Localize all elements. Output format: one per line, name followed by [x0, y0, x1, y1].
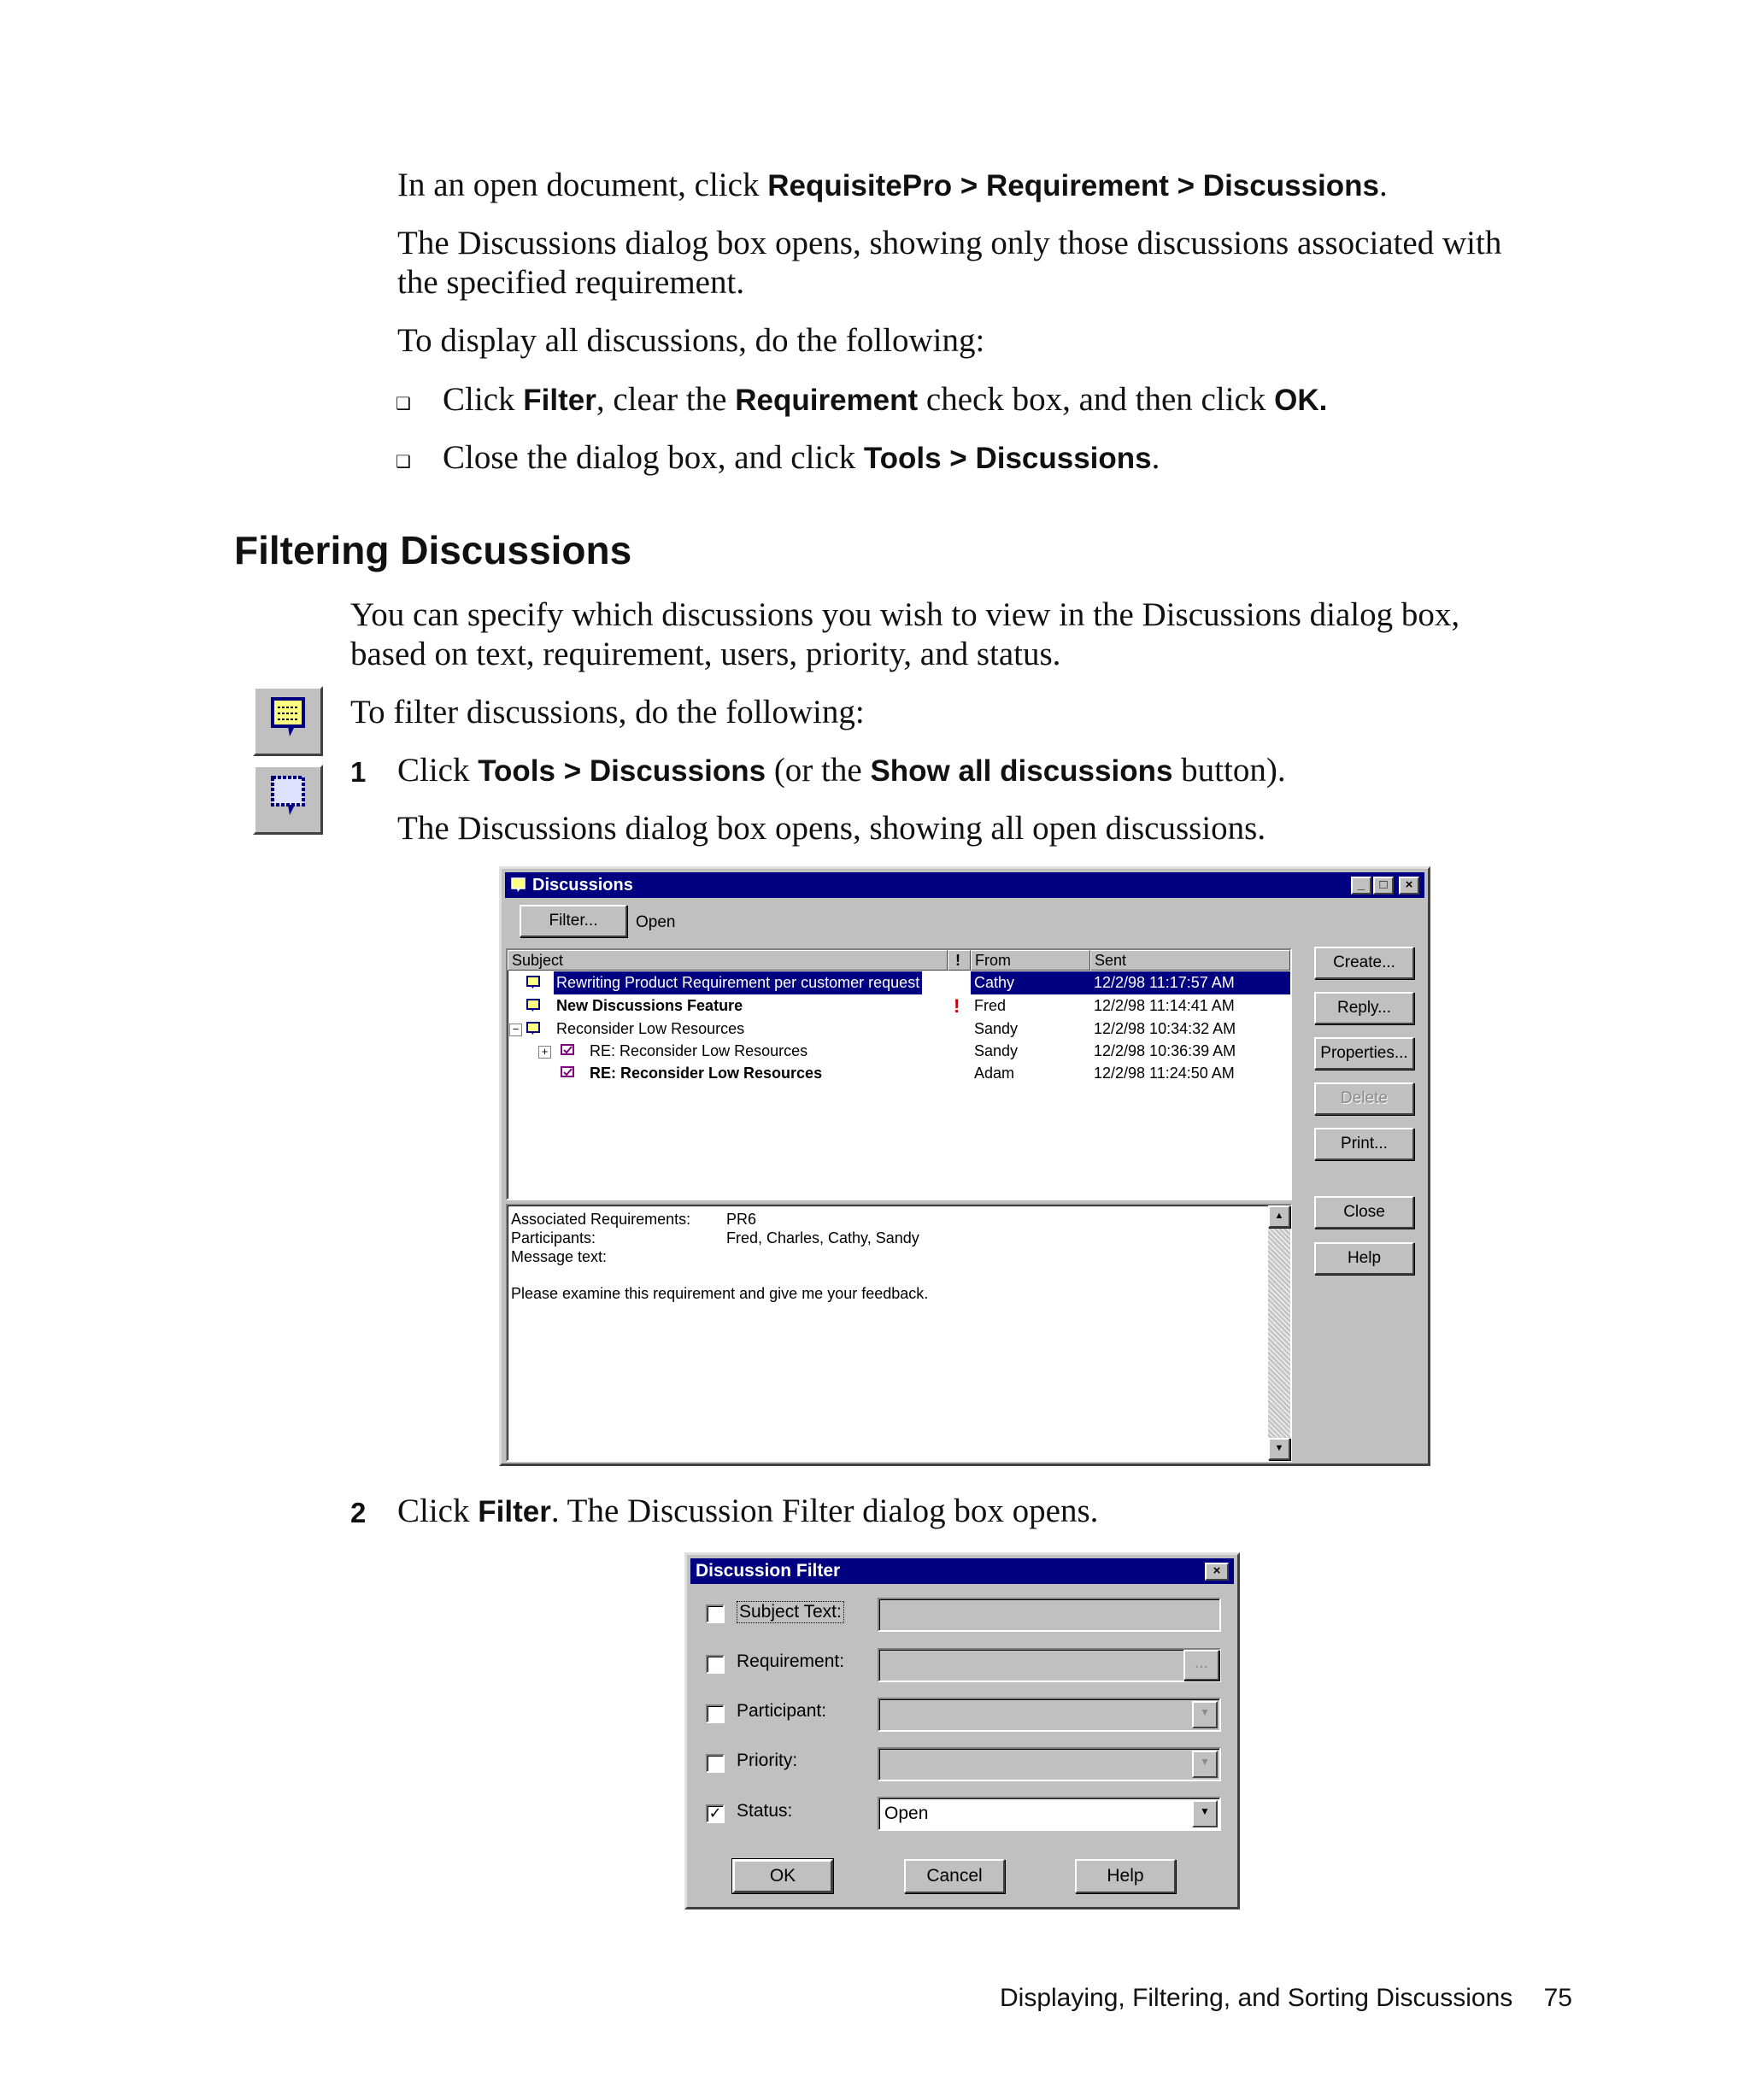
text: , clear the: [596, 381, 736, 418]
row-sent: 12/2/98 11:14:41 AM: [1094, 997, 1235, 1014]
chevron-down-icon[interactable]: ▼: [1192, 1751, 1218, 1778]
step-number: 1: [350, 756, 367, 788]
bullet-icon: ❑: [396, 451, 411, 472]
menu-path: Tools > Discussions: [863, 442, 1152, 475]
row-from: Sandy: [974, 1042, 1019, 1059]
discussion-icon: [253, 686, 323, 756]
row-from: Cathy: [971, 971, 1090, 994]
close-window-button[interactable]: ×: [1399, 877, 1419, 895]
tree-collapse-icon[interactable]: −: [509, 1024, 522, 1036]
text: (or the: [766, 752, 871, 789]
text-line: You can specify which discussions you wish to view in the Discussions dialog box,: [350, 596, 1460, 633]
intro-text: .: [1378, 167, 1388, 203]
discussion-filter-dialog: [684, 1552, 1240, 1909]
step-1-result: The Discussions dialog box opens, showing all open discussions.: [397, 810, 1266, 847]
chevron-down-icon[interactable]: ▼: [1192, 1701, 1218, 1728]
section-paragraph-1: [350, 595, 1459, 674]
status-label: Status:: [737, 1801, 793, 1821]
ok-button[interactable]: OK: [732, 1859, 833, 1893]
intro-paragraph-3: To display all discussions, do the following:: [397, 322, 985, 359]
text-line: the specified requirement.: [397, 264, 745, 301]
filter-titlebar: [690, 1558, 1234, 1584]
priority-icon: !: [954, 995, 960, 1017]
table-row[interactable]: [508, 1018, 1290, 1041]
participant-select[interactable]: [878, 1698, 1221, 1732]
dialog-title: Discussions: [532, 876, 633, 895]
requirement-input[interactable]: [878, 1648, 1221, 1682]
filter-status-label: Open: [636, 913, 676, 931]
row-sent: 12/2/98 10:34:32 AM: [1094, 1020, 1236, 1037]
subject-text-input[interactable]: [878, 1598, 1221, 1632]
row-subject: New Discussions Feature: [556, 997, 743, 1014]
table-row[interactable]: [508, 1062, 1290, 1085]
row-from: Adam: [974, 1065, 1015, 1082]
message-text-label: Message text:: [511, 1248, 608, 1265]
text-line: based on text, requirement, users, priority, and status.: [350, 636, 1061, 672]
message-icon: [526, 976, 542, 989]
menu-path: Tools > Discussions: [478, 754, 766, 788]
message-body: Please examine this requirement and give me your feedback.: [511, 1285, 929, 1302]
participant-label: Participant:: [737, 1701, 827, 1721]
cancel-button[interactable]: Cancel: [904, 1859, 1005, 1893]
close-button[interactable]: Close: [1314, 1196, 1414, 1229]
discussions-titlebar: [505, 872, 1424, 898]
assoc-requirements-value: PR6: [726, 1211, 757, 1228]
table-row[interactable]: [508, 1040, 1290, 1063]
intro-text: In an open document, click: [397, 167, 768, 203]
dialog-title: Discussion Filter: [696, 1561, 841, 1581]
status-value: Open: [884, 1804, 929, 1823]
discussion-icon: [510, 877, 527, 893]
footer-chapter: Displaying, Filtering, and Sorting Discussions: [1000, 1984, 1513, 2012]
step-number: 2: [350, 1497, 367, 1528]
priority-checkbox[interactable]: [706, 1754, 725, 1773]
ui-term: Filter: [523, 384, 596, 417]
text: check box, and then click: [918, 381, 1275, 418]
reply-message-icon: [561, 1066, 576, 1080]
text: Click: [443, 381, 524, 418]
participant-checkbox[interactable]: [706, 1704, 725, 1723]
text: Close the dialog box, and click: [443, 439, 864, 476]
section-paragraph-2: To filter discussions, do the following:: [350, 694, 865, 730]
row-from: Sandy: [974, 1020, 1019, 1037]
message-icon: [526, 1022, 542, 1035]
discussions-list[interactable]: [506, 948, 1292, 1200]
properties-button[interactable]: Properties...: [1314, 1037, 1414, 1070]
delete-button[interactable]: Delete: [1314, 1082, 1414, 1115]
row-sent: 12/2/98 11:17:57 AM: [1090, 971, 1290, 994]
discussion-icon-svg: [255, 689, 320, 754]
discussions-dialog: [499, 866, 1430, 1466]
text: .: [1151, 439, 1160, 476]
table-row[interactable]: [508, 971, 1290, 994]
row-subject: Rewriting Product Requirement per customer request: [554, 971, 922, 994]
subject-text-checkbox[interactable]: [706, 1604, 725, 1623]
row-subject: RE: Reconsider Low Resources: [590, 1065, 823, 1082]
intro-paragraph-2: [397, 224, 1501, 302]
reply-button[interactable]: Reply...: [1314, 992, 1414, 1024]
row-subject: Reconsider Low Resources: [556, 1020, 745, 1037]
scroll-up-button[interactable]: ▲: [1268, 1205, 1290, 1228]
filter-button[interactable]: Filter...: [520, 905, 627, 937]
participants-value: Fred, Charles, Cathy, Sandy: [726, 1229, 919, 1247]
status-select[interactable]: [878, 1797, 1221, 1831]
assoc-requirements-label: Associated Requirements:: [511, 1211, 691, 1228]
page-number: 75: [1543, 1984, 1572, 2012]
tree-expand-icon[interactable]: +: [538, 1046, 551, 1059]
column-header-sent[interactable]: Sent: [1090, 950, 1290, 971]
text-line: The Discussions dialog box opens, showing only those discussions associated with: [397, 225, 1502, 261]
menu-path: RequisitePro > Requirement > Discussions: [767, 169, 1379, 202]
priority-select[interactable]: [878, 1747, 1221, 1781]
step-1-text: [397, 751, 1286, 791]
step-2-text: [397, 1492, 1098, 1532]
message-icon: [526, 999, 542, 1012]
priority-label: Priority:: [737, 1751, 798, 1770]
participants-label: Participants:: [511, 1229, 596, 1247]
close-window-button[interactable]: ×: [1205, 1563, 1229, 1581]
scroll-down-button[interactable]: ▼: [1268, 1438, 1290, 1460]
section-heading: Filtering Discussions: [234, 528, 632, 572]
row-from: Fred: [974, 997, 1007, 1014]
show-all-discussions-icon-svg: [255, 767, 320, 832]
vertical-scrollbar[interactable]: [1268, 1205, 1290, 1460]
column-header-subject[interactable]: Subject: [508, 950, 948, 971]
text: Click: [397, 752, 479, 789]
intro-line1: [397, 166, 1388, 206]
bullet-item-2: [443, 438, 1160, 478]
chevron-down-icon[interactable]: ▼: [1192, 1800, 1218, 1827]
ui-term: Show all discussions: [870, 754, 1173, 788]
ui-term: OK.: [1274, 384, 1328, 417]
browse-requirement-button[interactable]: ...: [1183, 1650, 1219, 1681]
ui-term: Filter: [478, 1495, 551, 1528]
text: button).: [1172, 752, 1286, 789]
ui-term: Requirement: [735, 384, 919, 417]
row-subject: RE: Reconsider Low Resources: [590, 1042, 808, 1059]
bullet-item-1: [443, 380, 1327, 420]
column-header-from[interactable]: From: [971, 950, 1090, 971]
page-footer: [1000, 1984, 1572, 2013]
requirement-checkbox[interactable]: [706, 1655, 725, 1674]
table-row[interactable]: [508, 994, 1290, 1018]
text: Click: [397, 1493, 479, 1529]
row-sent: 12/2/98 10:36:39 AM: [1094, 1042, 1236, 1059]
status-checkbox[interactable]: ✓: [706, 1804, 725, 1823]
help-button[interactable]: Help: [1314, 1242, 1414, 1275]
bullet-icon: ❑: [396, 393, 411, 414]
column-header-priority[interactable]: !: [948, 950, 971, 971]
text: . The Discussion Filter dialog box opens.: [550, 1493, 1099, 1529]
print-button[interactable]: Print...: [1314, 1128, 1414, 1160]
maximize-button[interactable]: □: [1373, 877, 1394, 895]
help-button[interactable]: Help: [1075, 1859, 1176, 1893]
discussion-detail-pane[interactable]: [506, 1204, 1292, 1462]
requirement-label: Requirement:: [737, 1651, 845, 1671]
minimize-button[interactable]: _: [1351, 877, 1371, 895]
subject-text-label: Subject Text:: [737, 1601, 844, 1623]
show-all-discussions-icon: [253, 765, 323, 835]
reply-message-icon: [561, 1044, 576, 1058]
row-sent: 12/2/98 11:24:50 AM: [1094, 1065, 1235, 1082]
create-button[interactable]: Create...: [1314, 947, 1414, 979]
